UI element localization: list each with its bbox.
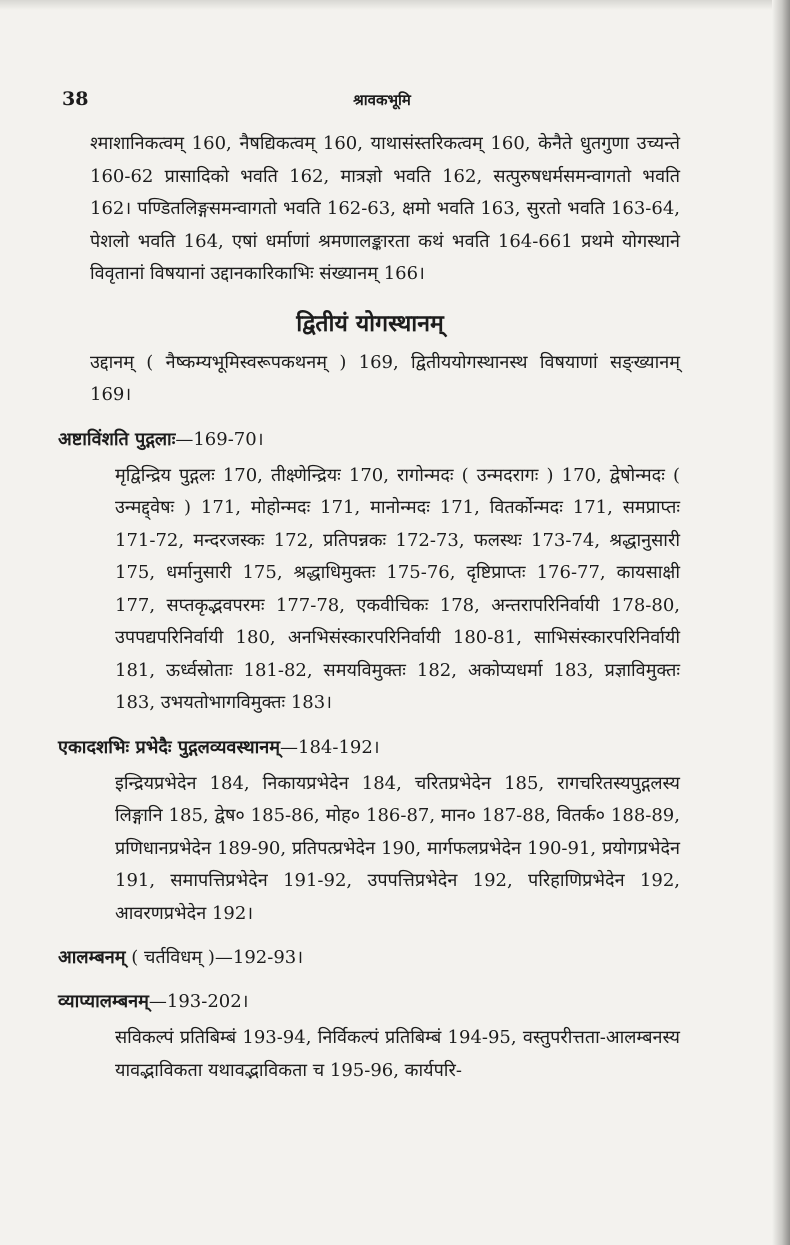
section-heading: द्वितीयं योगस्थानम् (296, 309, 444, 337)
topic-body-4: सविकल्पं प्रतिबिम्बं 193-94, निर्विकल्पं प्रतिबिम्बं 194-95, वस्तुपरीत्तता-आलम्बनस्य यावद्भाविकता यथावद्भाविकता च 195-96, कार्यपरि- (115, 1027, 680, 1081)
topic-label-1: अष्टाविंशति पुद्गलाः (58, 428, 176, 450)
topic-range-3: ( चर्तविधम् )—192-93। (125, 947, 304, 968)
topic-range-4: —193-202। (148, 991, 249, 1012)
page-top-shadow (0, 0, 790, 10)
topic-heading-4 (58, 986, 680, 1018)
topic-label-3: आलम्बनम् (58, 947, 126, 968)
intro-paragraph: श्माशानिकत्वम् 160, नैषद्यिकत्वम् 160, याथासंस्तरिकत्वम् 160, केनैते धुतगुणा उच्यन्ते 160-62 प्रासादिको भवति 162, मात्रज्ञो भवति 162, सत्पुरुषधर्मसमन्वागतो भवति 162। पण्डितलिङ्गसमन्वागतो भवति 162-63, क्षमो भवति 163, सुरतो भवति 163-64, पेशलो भवति 164, एषां धर्माणां श्रमणालङ्कारता कथं भवति 164-661 प्रथमे योगस्थाने विवृतानां विषयानां उद्दानकारिकाभिः संख्यानम् 166। (90, 133, 680, 284)
page-right-edge (772, 0, 790, 1245)
page-header (62, 88, 702, 118)
topic-heading-2 (58, 732, 680, 764)
topic-label-4: व्याप्यालम्बनम् (58, 991, 149, 1012)
running-title: श्रावकभूमि (353, 91, 411, 109)
page-number: 38 (62, 88, 89, 110)
topic-heading-1 (58, 424, 680, 456)
topic-body-2: इन्द्रियप्रभेदेन 184, निकायप्रभेदेन 184, चरितप्रभेदेन 185, रागचरितस्यपुद्गलस्य लिङ्गानि 185, द्वेष० 185-86, मोह० 186-87, मान० 187-88, वितर्क० 188-89, प्रणिधानप्रभेदेन 189-90, प्रतिपत्प्रभेदेन 190, मार्गफलप्रभेदेन 190-91, प्रयोगप्रभेदेन 191, समापत्तिप्रभेदेन 191-92, उपपत्तिप्रभेदेन 192, परिहाणिप्रभेदेन 192, आवरणप्रभेदेन 192। (115, 772, 680, 924)
topic-label-2: एकादशभिः प्रभेदैः पुद्गलव्यवस्थानम् (58, 736, 280, 758)
topic-heading-3 (58, 942, 680, 974)
section-intro: उद्दानम् ( नैष्कम्यभूमिस्वरूपकथनम् ) 169, द्वितीययोगस्थानस्थ विषयाणां सङ्ख्यानम् 169। (90, 351, 680, 405)
topic-range-1: —169-70। (175, 428, 264, 450)
page-content (60, 128, 680, 1087)
topic-range-2: —184-192। (280, 736, 380, 758)
topic-body-1: मृद्विन्द्रिय पुद्गलः 170, तीक्ष्णेन्द्रियः 170, रागोन्मदः ( उन्मदरागः ) 170, द्वेषोन्मदः ( उन्मद्द्वेषः ) 171, मोहोन्मदः 171, मानोन्मदः 171, वितर्कोन्मदः 171, समप्राप्तः 171-72, मन्दरजस्कः 172, प्रतिपन्नकः 172-73, फलस्थः 173-74, श्रद्धानुसारी 175, धर्मानुसारी 175, श्रद्धाधिमुक्तः 175-76, दृष्टिप्राप्तः 176-77, कायसाक्षी 177, सप्तकृद्भवपरमः 177-78, एकवीचिकः 178, अन्तरापरिनिर्वायी 178-80, उपपद्यपरिनिर्वायी 180, अनभिसंस्कारपरिनिर्वायी 180-81, साभिसंस्कारपरिनिर्वायी 181, ऊर्ध्वस्रोताः 181-82, समयविमुक्तः 182, अकोप्यधर्मा 183, प्रज्ञाविमुक्तः 183, उभयतोभागविमुक्तः 183। (115, 464, 680, 713)
